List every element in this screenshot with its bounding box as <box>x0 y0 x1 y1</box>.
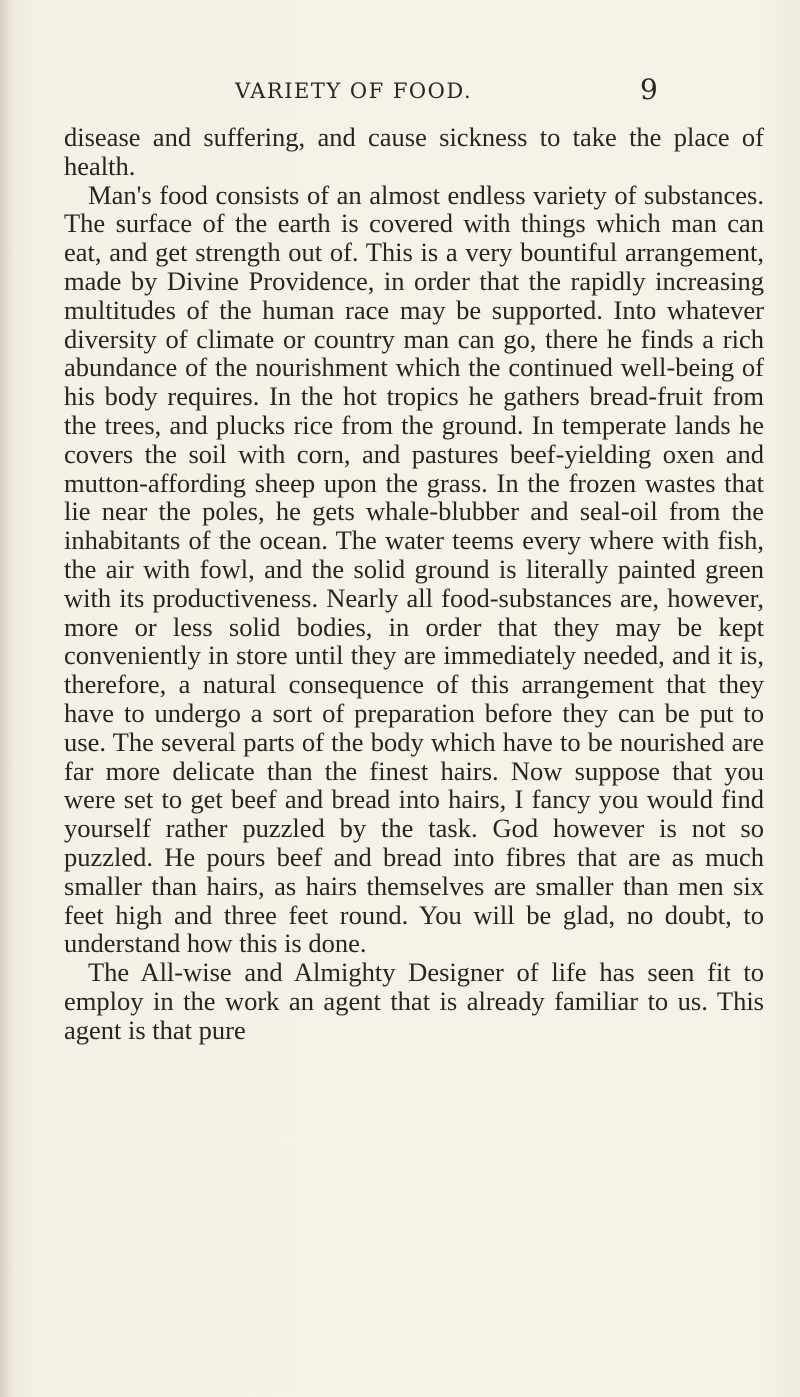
paragraph: Man's food consists of an almost endless variety of substances. The surface of the earth is covered with things which man can eat, and get strength out of. This is a very bountiful arrangement, made by Divine Providence, in order that the rapidly increasing multitudes of the human race may be supported. Into whatever diversity of climate or country man can go, there he finds a rich abundance of the nourishment which the continued well-being of his body requires. In the hot tropics he gathers bread-fruit from the trees, and plucks rice from the ground. In temperate lands he covers the soil with corn, and pastures beef-yielding oxen and mutton-affording sheep upon the grass. In the frozen wastes that lie near the poles, he gets whale-blubber and seal-oil from the inhabitants of the ocean. The water teems every where with fish, the air with fowl, and the solid ground is literally painted green with its productiveness. Nearly all food-substances are, however, more or less solid bodies, in order that they may be kept conveniently in store until they are immediately needed, and it is, therefore, a natural consequence of this arrangement that they have to undergo a sort of preparation before they can be put to use. The several parts of the body which have to be nourished are far more delicate than the finest hairs. Now suppose that you were set to get beef and bread into hairs, I fancy you would find yourself rather puzzled by the task. God however is not so puzzled. He pours beef and bread into fibres that are as much smaller than hairs, as hairs themselves are smaller than men six feet high and three feet round. You will be glad, no doubt, to understand how this is done. <box>64 179 764 959</box>
running-head <box>235 76 472 104</box>
page-number: 9 <box>640 73 658 106</box>
page-edge-shadow <box>0 0 14 1397</box>
body-text <box>64 123 764 1045</box>
running-title: VARIETY OF FOOD. <box>235 79 473 103</box>
paragraph-continued: disease and suffering, and cause sickness to take the place of health. <box>64 122 764 181</box>
paragraph: The All-wise and Almighty Designer of life has seen fit to employ in the work an agent that is already familiar to us. This agent is that pure <box>64 957 764 1045</box>
